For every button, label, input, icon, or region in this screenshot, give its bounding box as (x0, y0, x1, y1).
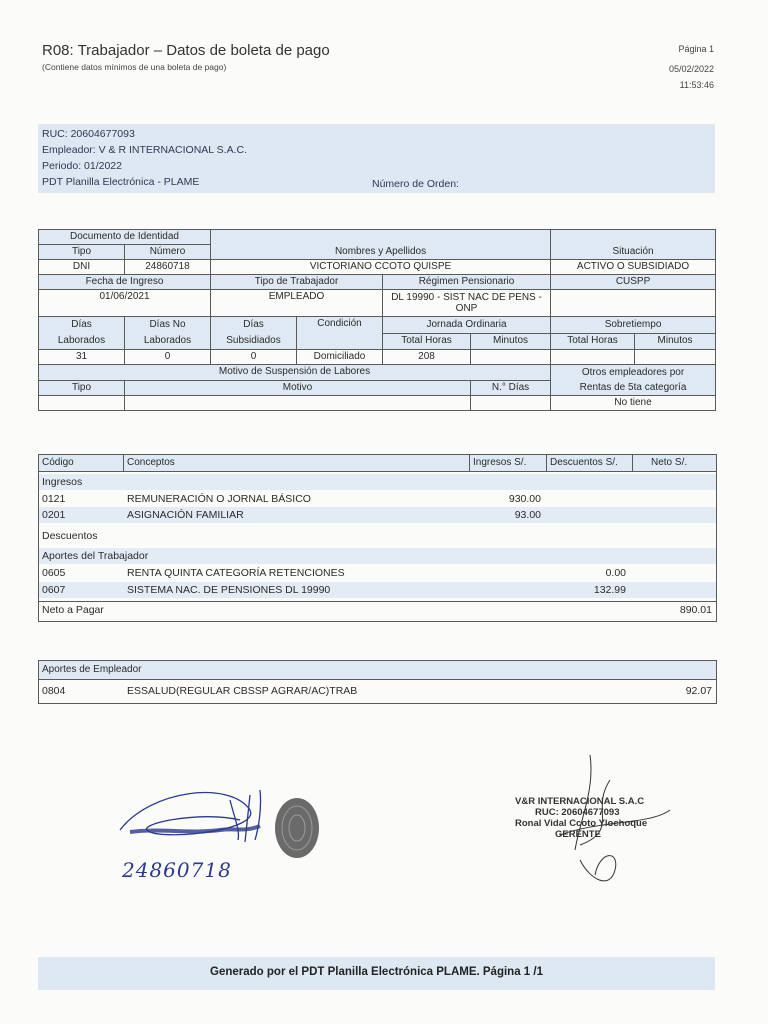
page-number: Página 1 (678, 44, 714, 54)
worker-contrib-section: Aportes del Trabajador (39, 548, 716, 564)
worker-handwritten-id: 24860718 (122, 858, 232, 882)
list-item: 0605 RENTA QUINTA CATEGORÍA RETENCIONES 0.00 (42, 567, 626, 579)
ord-total-hours-value: 208 (383, 350, 471, 365)
employer-info-box (38, 124, 715, 193)
worker-data-table (38, 229, 716, 411)
days-not-worked-value: 0 (125, 350, 211, 365)
cuspp-value (551, 290, 716, 317)
company-stamp: V&R INTERNACIONAL S.A.C RUC: 20604677093 Ronal Vidal Ccoto Ylochoque GERENTE (515, 796, 648, 840)
worker-type-value: EMPLEADO (211, 290, 383, 317)
doc-type-value: DNI (39, 260, 125, 275)
doc-number-value: 24860718 (125, 260, 211, 275)
doc-type-header: Tipo (39, 245, 125, 260)
suspension-reason-value (125, 396, 471, 411)
names-header: Nombres y Apellidos (211, 230, 551, 260)
employer-contrib-header: Aportes de Empleador (39, 661, 716, 680)
discount-section: Descuentos (42, 530, 98, 542)
order-number-line: Número de Orden: (372, 178, 459, 190)
suspension-reason-header: Motivo (125, 380, 471, 396)
pension-regime-header: Régimen Pensionario (383, 275, 551, 290)
ordinary-hours-header: Jornada Ordinaria (383, 317, 551, 334)
worker-type-header: Tipo de Trabajador (211, 275, 383, 290)
doc-number-header: Número (125, 245, 211, 260)
employer-contrib-table (38, 660, 717, 704)
period-line: Periodo: 01/2022 (42, 160, 122, 172)
other-employers-header: Otros empleadores por Rentas de 5ta categoría (551, 365, 716, 396)
suspension-days-value (471, 396, 551, 411)
suspension-type-value (39, 396, 125, 411)
ruc-line: RUC: 20604677093 (42, 128, 135, 140)
income-header: Ingresos S/. (473, 457, 527, 468)
days-worked-header: Días Laborados (39, 317, 125, 350)
other-employers-value: No tiene (551, 396, 716, 411)
suspension-days-header: N.° Días (471, 380, 551, 396)
suspension-header: Motivo de Suspensión de Labores (39, 365, 551, 381)
overtime-header: Sobretiempo (551, 317, 716, 334)
ord-minutes-value (471, 350, 551, 365)
page-title: R08: Trabajador – Datos de boleta de pago (42, 42, 330, 59)
discount-header: Descuentos S/. (550, 457, 618, 468)
entry-date-value: 01/06/2021 (39, 290, 211, 317)
concepts-table (38, 454, 717, 622)
ord-total-hours-header: Total Horas (383, 333, 471, 350)
condition-value: Domiciliado (297, 350, 383, 365)
plame-line: PDT Planilla Electrónica - PLAME (42, 176, 200, 188)
page-subtitle: (Contiene datos mínimos de una boleta de pago) (42, 62, 227, 72)
list-item: 0607 SISTEMA NAC. DE PENSIONES DL 19990 132.99 (39, 582, 716, 598)
days-subsidized-value: 0 (211, 350, 297, 365)
doc-ident-header: Documento de Identidad (39, 230, 211, 245)
ot-minutes-header: Minutos (635, 333, 716, 350)
print-time: 11:53:46 (679, 80, 714, 90)
days-subsidized-header: Días Subsidiados (211, 317, 297, 350)
list-item: 0804 ESSALUD(REGULAR CBSSP AGRAR/AC)TRAB 92.07 (42, 685, 712, 697)
net-pay-row: Neto a Pagar 890.01 (39, 601, 716, 618)
code-header: Código (42, 457, 74, 468)
ot-total-hours-value (551, 350, 635, 365)
days-not-worked-header: Días No Laborados (125, 317, 211, 350)
ot-minutes-value (635, 350, 716, 365)
ot-total-hours-header: Total Horas (551, 333, 635, 350)
concepts-header: Conceptos (127, 457, 175, 468)
footer-text: Generado por el PDT Planilla Electrónica PLAME. Página 1 /1 (210, 966, 543, 978)
pension-regime-value: DL 19990 - SIST NAC DE PENS - ONP (383, 290, 551, 317)
entry-date-header: Fecha de Ingreso (39, 275, 211, 290)
ord-minutes-header: Minutos (471, 333, 551, 350)
list-item: 0201 ASIGNACIÓN FAMILIAR 93.00 (39, 507, 716, 523)
net-pay-value: 890.01 (679, 604, 712, 616)
cuspp-header: CUSPP (551, 275, 716, 290)
concepts-header-row (39, 455, 716, 472)
print-date: 05/02/2022 (668, 64, 714, 74)
list-item: 0121 REMUNERACIÓN O JORNAL BÁSICO 930.00 (42, 493, 541, 505)
names-value: VICTORIANO CCOTO QUISPE (211, 260, 551, 275)
situation-header: Situación (551, 230, 716, 260)
net-header: Neto S/. (651, 457, 688, 468)
employer-line: Empleador: V & R INTERNACIONAL S.A.C. (42, 144, 248, 156)
condition-header: Condición (297, 317, 383, 350)
days-worked-value: 31 (39, 350, 125, 365)
situation-value: ACTIVO O SUBSIDIADO (551, 260, 716, 275)
footer-banner (38, 957, 715, 990)
suspension-type-header: Tipo (39, 380, 125, 396)
income-section: Ingresos (39, 474, 716, 490)
